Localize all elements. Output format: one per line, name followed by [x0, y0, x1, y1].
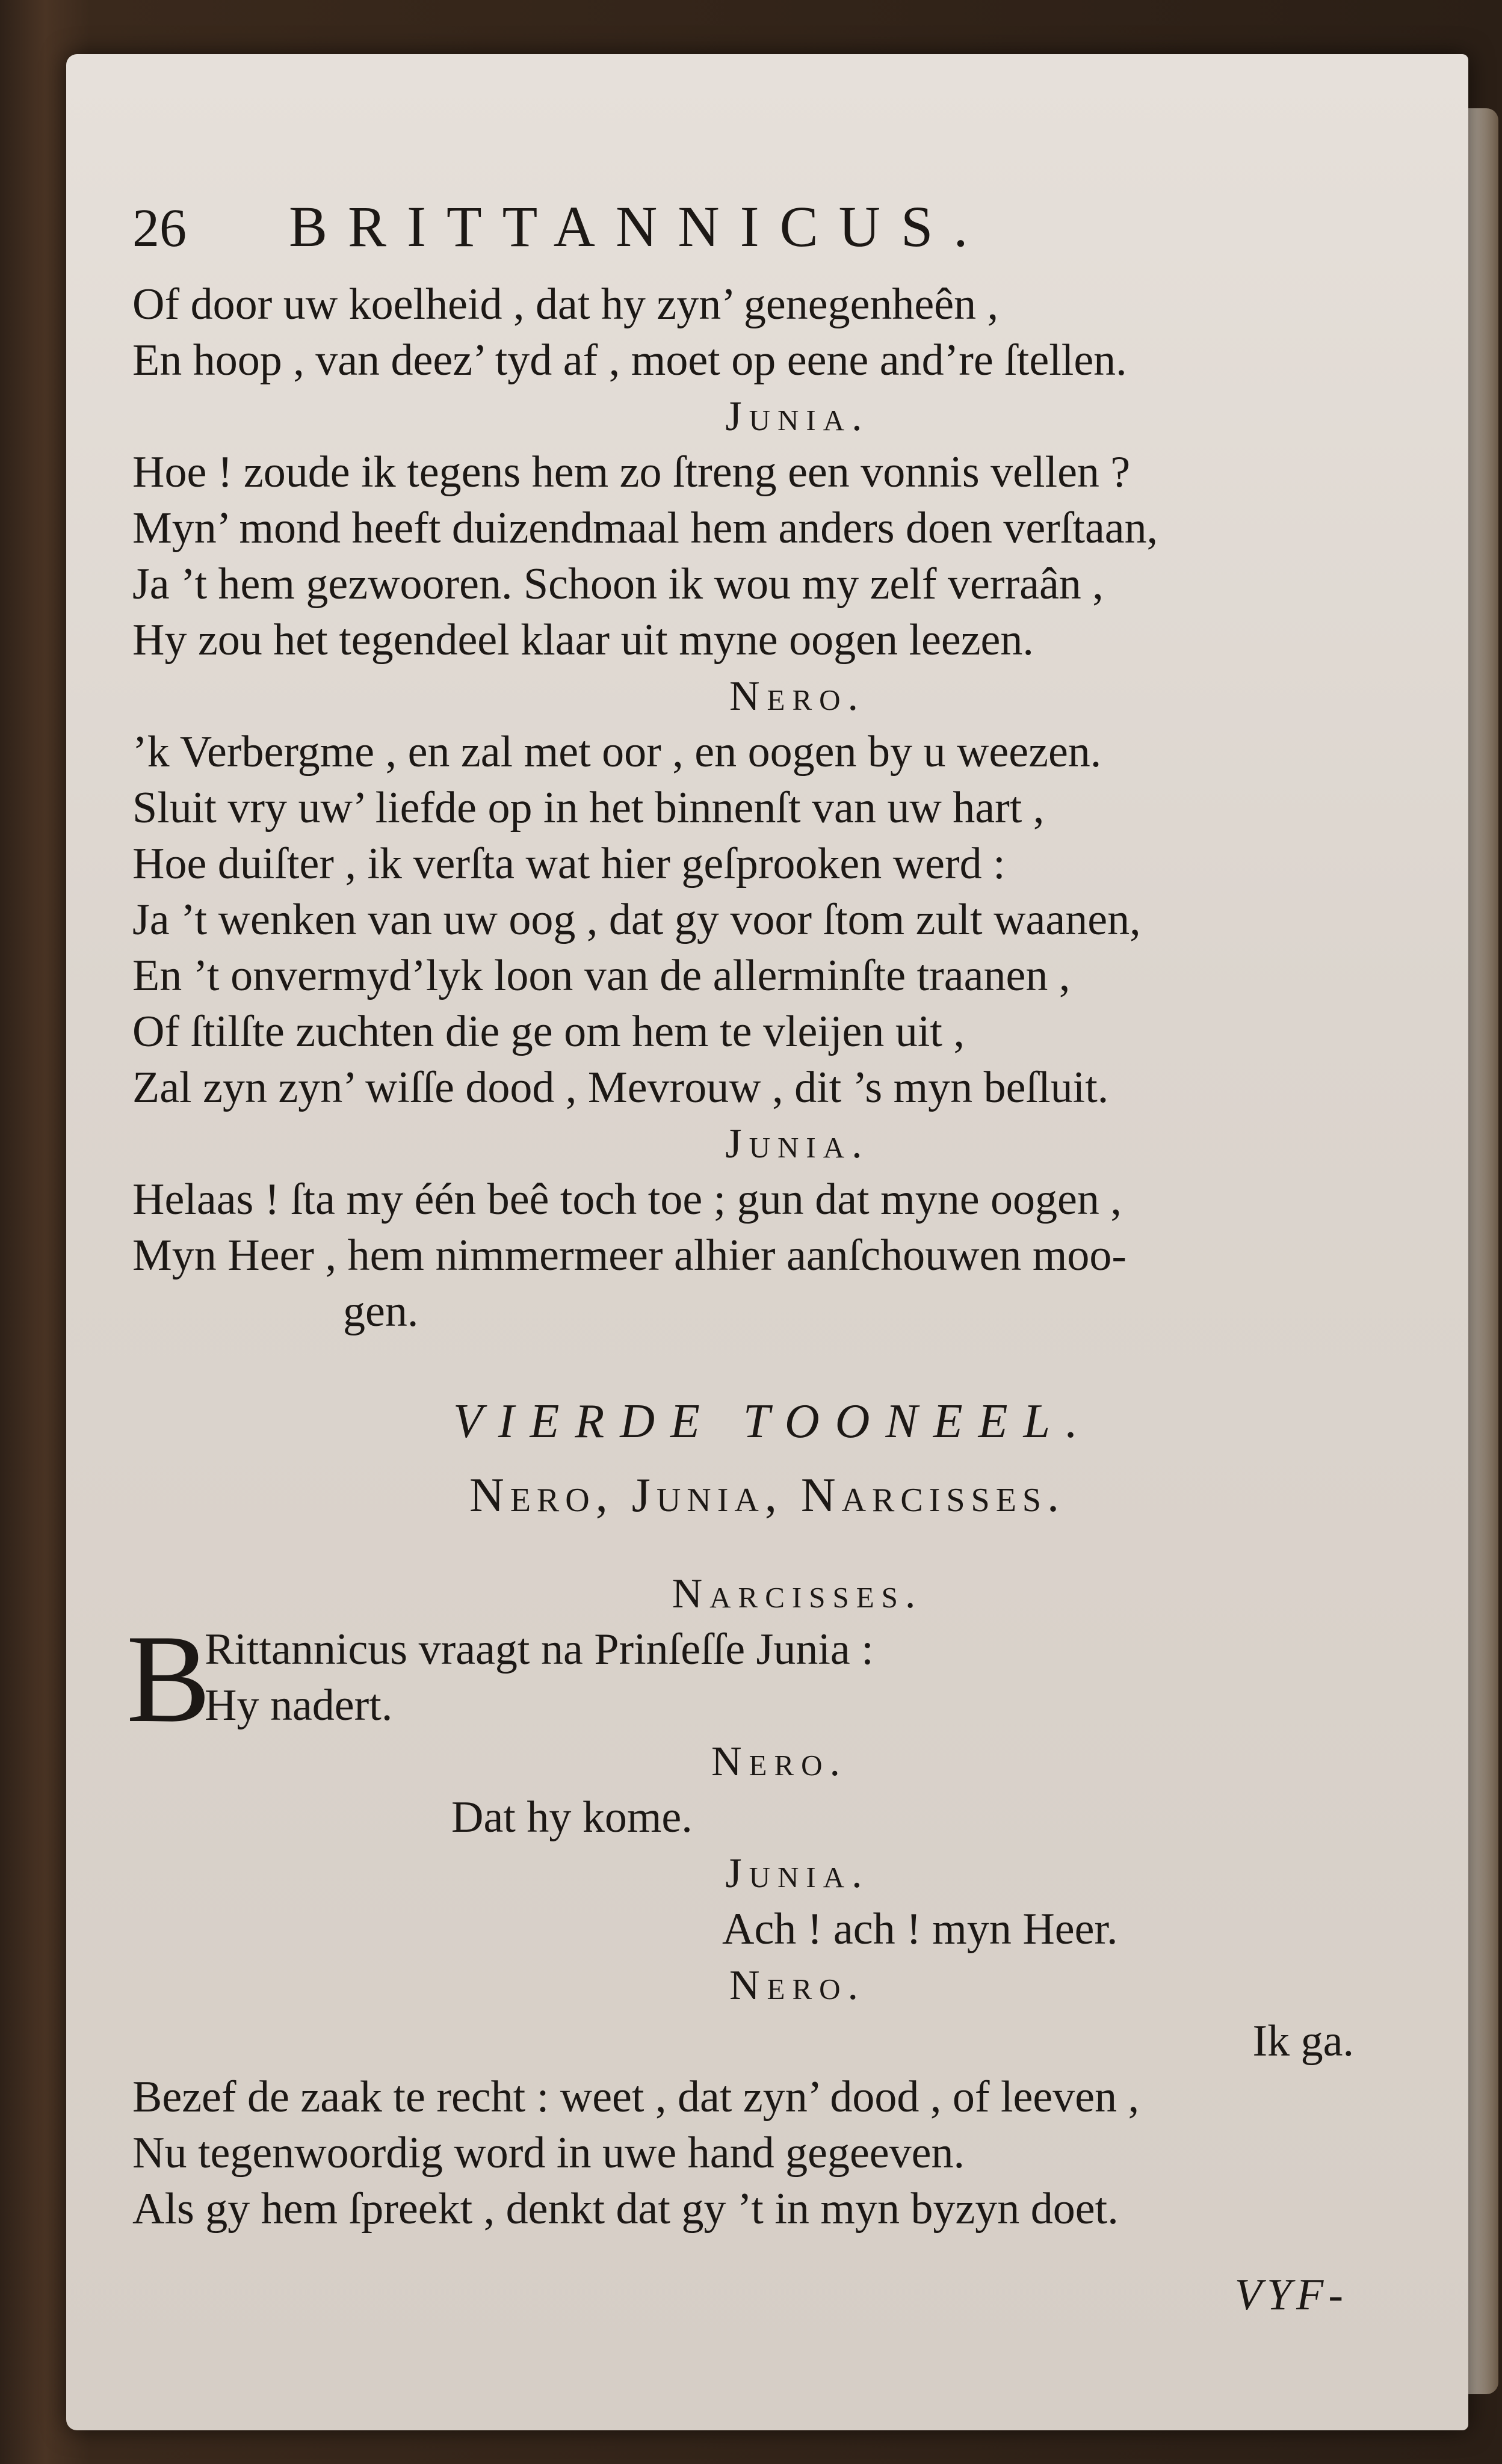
verse-line: Myn Heer , hem nimmermeer alhier aanſchouwen moo- [132, 1231, 1127, 1280]
speaker-name: Junia. [725, 1850, 870, 1897]
drop-cap-letter: B [126, 1609, 211, 1749]
verse-line: Hoe duiſter , ik verſta wat hier geſprooken werd : [132, 839, 1006, 889]
verse-line: Ja ’t hem gezwooren. Schoon ik wou my zelf verraân , [132, 559, 1104, 609]
verse-line: Of ſtilſte zuchten die ge om hem te vleijen uit , [132, 1007, 965, 1056]
verse-line: Hy zou het tegendeel klaar uit myne oogen leezen. [132, 615, 1034, 665]
verse-line: Ach ! ach ! myn Heer. [722, 1905, 1118, 1954]
running-title: BRITTANNICUS. [289, 194, 989, 259]
verse-line: Als gy hem ſpreekt , denkt dat gy ’t in myn byzyn doet. [132, 2184, 1119, 2234]
verse-line: Ja ’t wenken van uw oog , dat gy voor ſtom zult waanen, [132, 895, 1141, 944]
scene-cast: Nero, Junia, Narcisses. [469, 1469, 1066, 1522]
verse-line: Ik ga. [1252, 2016, 1354, 2066]
page-text [126, 194, 1366, 2323]
page-header [132, 194, 1366, 271]
verse-line: Bezef de zaak te recht : weet , dat zyn’ dood , of leeven , [132, 2072, 1140, 2122]
verse-line: Nu tegenwoordig word in uwe hand gegeeven. [132, 2128, 965, 2178]
speaker-name: Junia. [725, 393, 870, 440]
verse-line: Rittannicus vraagt na Prinſeſſe Junia : [205, 1625, 874, 1674]
verse-line: Dat hy kome. [451, 1793, 693, 1842]
speaker-name: Nero. [729, 673, 866, 719]
verse-line: Of door uw koelheid , dat hy zyn’ genegenheên , [132, 280, 999, 329]
speaker-name: Narcisses. [672, 1571, 923, 1617]
catchword: VYF- [1234, 2270, 1348, 2320]
verse-line: En hoop , van deez’ tyd af , moet op eene and’re ſtellen. [132, 336, 1127, 385]
verse-line: En ’t onvermyd’lyk loon van de allerminſte traanen , [132, 951, 1071, 1000]
verse-line: Hy nadert. [205, 1681, 393, 1730]
verse-line-continuation: gen. [343, 1287, 419, 1336]
verse-line: Hoe ! zoude ik tegens hem zo ſtreng een vonnis vellen ? [132, 448, 1131, 497]
verse-line: Myn’ mond heeft duizendmaal hem anders doen verſtaan, [132, 504, 1158, 553]
verse-line: Sluit vry uw’ liefde op in het binnenſt van uw hart , [132, 783, 1045, 833]
verse-line: Zal zyn zyn’ wiſſe dood , Mevrouw , dit ’s myn beſluit. [132, 1063, 1109, 1112]
verse-line: Helaas ! ſta my één beê toch toe ; gun dat myne oogen , [132, 1175, 1122, 1224]
speaker-name: Junia. [725, 1121, 870, 1167]
page-number: 26 [132, 199, 187, 258]
verse-line: ’k Verbergme , en zal met oor , en oogen by u weezen. [132, 727, 1102, 777]
speaker-name: Nero. [711, 1739, 848, 1785]
speaker-name: Nero. [729, 1962, 866, 2009]
dropcap-paragraph [126, 1609, 1366, 1749]
scene-heading: VIERDE TOONEEL. [453, 1395, 1094, 1448]
